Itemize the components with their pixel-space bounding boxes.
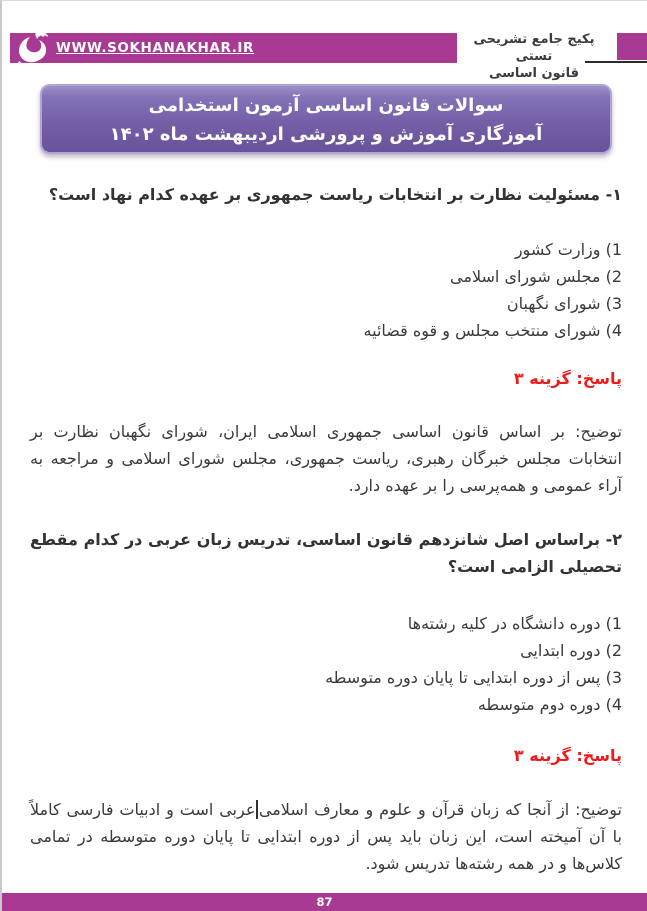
question-2-answer: پاسخ: گزینه ۳ xyxy=(513,746,622,765)
question-2-text: ۲- براساس اصل شانزدهم قانون اساسی، تدریس زبان عربی در کدام مقطع تحصیلی الزامی است؟ xyxy=(30,530,622,576)
question-2-option-4: 4) دوره دوم متوسطه xyxy=(477,695,622,714)
question-1-option-3: 3) شورای نگهبان xyxy=(506,294,622,313)
package-title xyxy=(453,31,615,82)
site-url-link[interactable]: WWW.SOKHANAKHAR.IR xyxy=(56,40,255,56)
header-corner-block xyxy=(617,33,647,60)
sokhanakhar-logo-icon xyxy=(13,29,55,67)
question-2-explanation-before-cursor: توضیح: از آنجا که زبان قرآن و علوم و معارف اسلامی xyxy=(258,800,623,819)
package-title-line1: پکیج جامع تشریحی تستی xyxy=(473,32,595,64)
header-corner-underline xyxy=(585,61,647,63)
exam-title-line1: سوالات قانون اساسی آزمون استخدامی xyxy=(148,95,504,116)
question-1-option-2: 2) مجلس شورای اسلامی xyxy=(450,267,622,286)
question-1-explanation: توضیح: بر اساس قانون اساسی جمهوری اسلامی ایران، شورای نگهبان نظارت بر انتخابات مجلس خبرگان رهبری، ریاست جمهوری، مجلس شورای اسلامی و مراجعه به آراء عمومی و همه‌پرسی را بر عهده دارد. xyxy=(30,422,622,495)
question-1-answer: پاسخ: گزینه ۳ xyxy=(513,369,622,388)
question-1-options xyxy=(30,236,622,344)
header-brand-bar xyxy=(10,33,457,63)
question-2-explanation-after-cursor: عربی است و ادبیات فارسی کاملاً با آن آمیخته است، این زبان باید پس از دوره ابتدایی تا پایان دوره متوسطه در تمامی کلاس‌ها و در همه رشته‌ها تدریس شود. xyxy=(30,800,622,873)
exam-title-banner xyxy=(40,84,612,154)
question-2-option-1: 1) دوره دانشگاه در کلیه رشته‌ها xyxy=(407,614,622,633)
package-title-line2: قانون اساسی xyxy=(488,66,580,81)
footer-page-bar xyxy=(2,893,647,911)
question-2-option-2: 2) دوره ابتدایی xyxy=(520,641,622,660)
text-cursor xyxy=(256,800,258,819)
page-number: 87 xyxy=(316,895,333,909)
question-1-text: ۱- مسئولیت نظارت بر انتخابات ریاست جمهوری بر عهده کدام نهاد است؟ xyxy=(48,185,622,204)
question-1-option-1: 1) وزارت کشور xyxy=(514,240,622,259)
question-1-option-4: 4) شورای منتخب مجلس و قوه قضائیه xyxy=(363,321,622,340)
question-2-options xyxy=(30,610,622,718)
exam-title-line2: آموزگاری آموزش و پرورشی اردیبهشت ماه ۱۴۰۲ xyxy=(109,124,543,145)
question-2-option-3: 3) پس از دوره ابتدایی تا پایان دوره متوسطه xyxy=(325,668,622,687)
question-2-explanation xyxy=(30,796,622,877)
